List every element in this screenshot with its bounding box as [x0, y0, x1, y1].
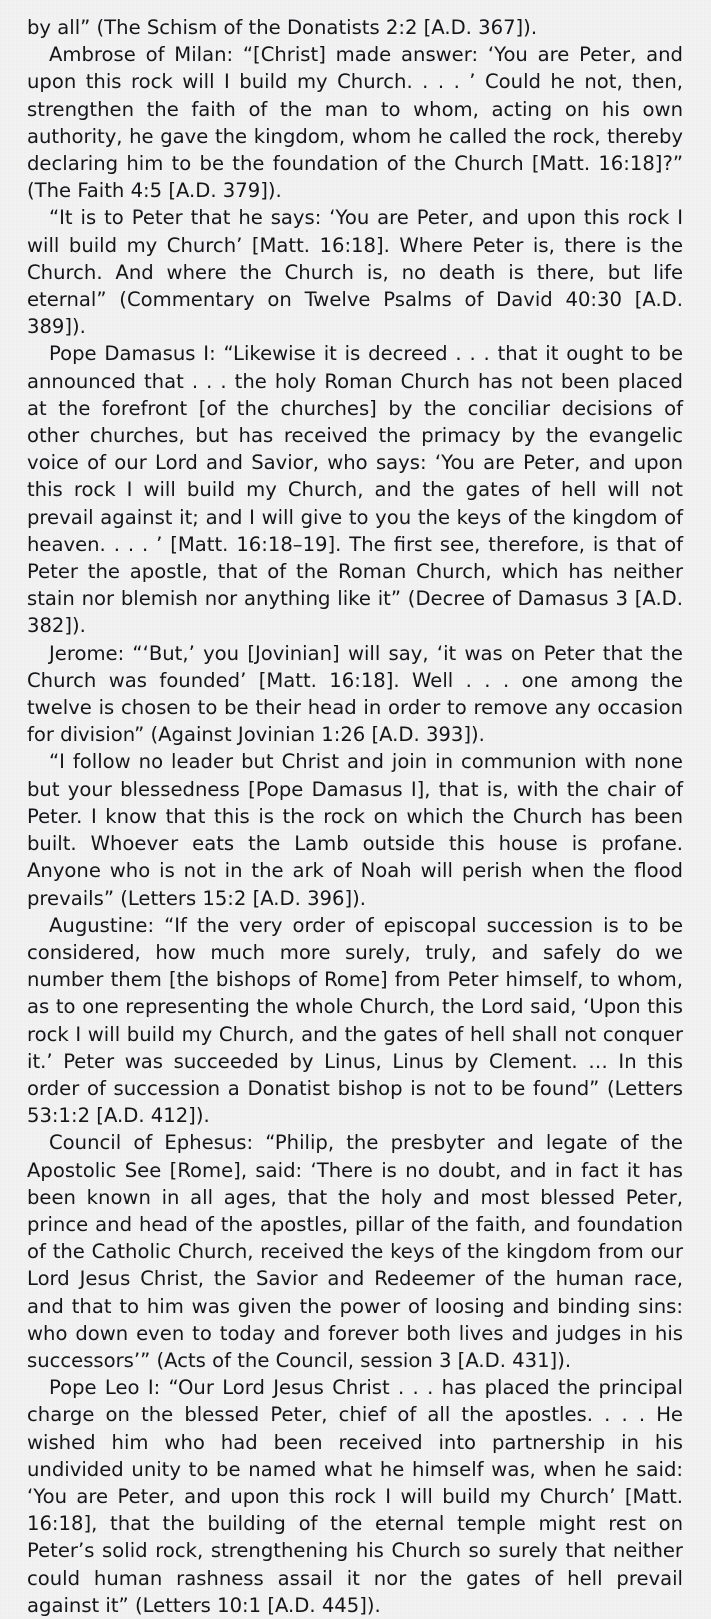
paragraph: Augustine: “If the very order of episcopal succession is to be considered, how much more surely, truly, and safely do we number them [the bishops of Rome] from Peter himself, to whom, as to one representing the whole Church, the Lord said, ‘Upon this rock I will build my Church, and the gates of hell shall not conquer it.’ Peter was succeeded by Linus, Linus by Clement. … In this order of succession a Donatist bishop is not to be found” (Letters 53:1:2 [A.D. 412]). [27, 913, 683, 1128]
paragraph: Pope Leo I: “Our Lord Jesus Christ . . . has placed the principal charge on the blessed Peter, chief of all the apostles. . . . He wished him who had been received into partnership in his undivided unity to be named what he himself was, when he said: ‘You are Peter, and upon this rock I will build my Church’ [Matt. 16:18], that the building of the eternal temple might rest on Peter’s solid rock, strengthening his Church so surely that neither could human rashness assail it nor the gates of hell prevail against it” (Letters 10:1 [A.D. 445]). [27, 1376, 683, 1617]
paragraph: “It is to Peter that he says: ‘You are Peter, and upon this rock I will build my Church’ [Matt. 16:18]. Where Peter is, there is the Church. And where the Church is, no death is there, but life eternal” (Commentary on Twelve Psalms of David 40:30 [A.D. 389]). [27, 206, 683, 339]
paragraph: Ambrose of Milan: “[Christ] made answer: ‘You are Peter, and upon this rock will I build my Church. . . . ’ Could he not, then, strengthen the faith of the man to whom, acting on his own authority, he gave the kingdom, whom he called the rock, thereby declaring him to be the foundation of the Church [Matt. 16:18]?” (The Faith 4:5 [A.D. 379]). [27, 43, 683, 203]
paragraph: Pope Damasus I: “Likewise it is decreed . . . that it ought to be announced that . . . the holy Roman Church has not been placed at the forefront [of the churches] by the conciliar decisions of other churches, but has received the primacy by the evangelic voice of our Lord and Savior, who says: ‘You are Peter, and upon this rock I will build my Church, and the gates of hell will not prevail against it; and I will give to you the keys of the kingdom of heaven. . . . ’ [Matt. 16:18–19]. The first see, therefore, is that of Peter the apostle, that of the Roman Church, which has neither stain nor blemish nor anything like it” (Decree of Damasus 3 [A.D. 382]). [27, 342, 683, 638]
paragraph: Jerome: “‘But,’ you [Jovinian] will say, ‘it was on Peter that the Church was founded’ [Matt. 16:18]. Well . . . one among the twelve is chosen to be their head in order to remove any occasion for division” (Against Jovinian 1:26 [A.D. 393]). [27, 641, 683, 747]
paragraph: Council of Ephesus: “Philip, the presbyter and legate of the Apostolic See [Rome], said: ‘There is no doubt, and in fact it has been known in all ages, that the holy and most blessed Peter, prince and head of the apostles, pillar of the faith, and foundation of the Catholic Church, received the keys of the kingdom from our Lord Jesus Christ, the Savior and Redeemer of the human race, and that to him was given the power of loosing and binding sins: who down even to today and forever both lives and judges in his successors’” (Acts of the Council, session 3 [A.D. 431]). [27, 1131, 683, 1372]
paragraph: by all” (The Schism of the Donatists 2:2 [A.D. 367]). [27, 16, 538, 39]
paragraph: “I follow no leader but Christ and join in communion with none but your blessedness [Pope Damasus I], that is, with the chair of Peter. I know that this is the rock on which the Church has been built. Whoever eats the Lamb outside this house is profane. Anyone who is not in the ark of Noah will perish when the flood prevails” (Letters 15:2 [A.D. 396]). [27, 750, 683, 910]
